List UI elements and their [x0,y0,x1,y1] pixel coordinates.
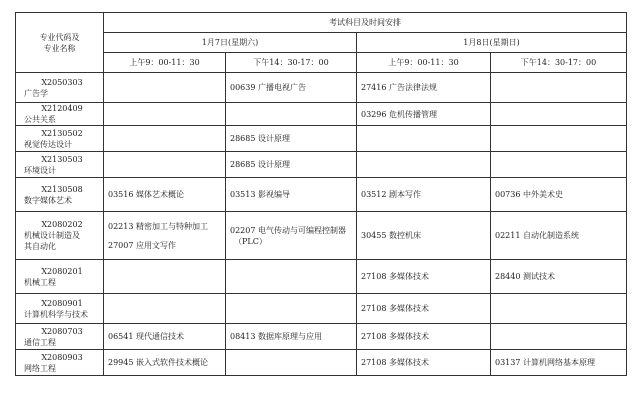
exam-subject: 28685 设计原理 [230,134,290,143]
exam-subject-cell [226,152,357,178]
exam-subject-cell [491,126,627,152]
exam-subject-cell [491,350,627,376]
major-cell [16,212,104,260]
exam-subject: 27416 广告法律法规 [361,83,437,92]
major-code: X2130508 [41,184,83,194]
table-row [16,126,627,152]
major-header-line: 专业名称 [43,43,76,53]
major-code: X2080202 [41,220,83,229]
exam-subject: 08413 数据库原理与应用 [230,332,322,341]
exam-subject-cell [491,73,627,103]
exam-subject-cell [104,126,226,152]
exam-subject-cell [226,294,357,324]
exam-subject-cell [357,152,491,178]
major-code: X2130502 [41,128,83,138]
exam-subject: 27108 多媒体技术 [361,272,429,281]
major-name: 其自动化 [24,242,56,251]
slot-header: 下午14：30-17：00 [226,53,357,73]
exam-subject-cell [491,178,627,212]
schedule-title: 考试科目及时间安排 [104,13,627,33]
exam-subject-cell [357,350,491,376]
exam-subject: 00736 中外美术史 [495,190,563,199]
major-name: 通信工程 [24,337,56,347]
major-code: X2080703 [41,326,83,336]
exam-subject-cell [357,212,491,260]
exam-subject-cell [226,350,357,376]
exam-subject: 03516 媒体艺术概论 [108,190,184,199]
slot-header: 下午14：30-17：00 [491,53,627,73]
table-row [16,324,627,350]
exam-subject: 03137 计算机网络基本原理 [495,358,595,367]
exam-subject-cell [491,152,627,178]
exam-subject-cell [226,126,357,152]
major-code: X2080903 [41,352,83,362]
exam-subject-cell [357,324,491,350]
exam-subject: 03512 剧本写作 [361,190,421,199]
exam-subject-cell [491,212,627,260]
table-row [16,152,627,178]
exam-subject-cell [104,260,226,294]
exam-subject-cell [104,294,226,324]
exam-subject-cell [357,103,491,126]
major-cell [16,350,104,376]
major-cell [16,260,104,294]
exam-subject-cell [104,350,226,376]
major-name: 计算机科学与技术 [24,309,88,319]
exam-subject-cell [104,73,226,103]
major-cell [16,103,104,126]
exam-schedule-table [15,12,627,376]
exam-subject: 02211 自动化制造系统 [495,231,579,240]
exam-subject: 02207 电气传动与可编程控制器 [230,225,346,235]
major-name: 机械工程 [24,277,56,287]
major-cell [16,152,104,178]
major-name: 机械设计制造及 [24,231,80,240]
major-cell [16,73,104,103]
major-code: X2050303 [41,77,83,87]
exam-subject-cell [104,103,226,126]
major-code: X2130503 [41,154,83,164]
exam-subject-cell [226,178,357,212]
exam-subject-cell [491,103,627,126]
exam-subject: 27007 应用文写作 [108,240,176,250]
slot-header: 上午9：00-11：30 [357,53,491,73]
table-row [16,212,627,260]
exam-subject-cell [104,212,226,260]
major-cell [16,126,104,152]
major-cell [16,294,104,324]
major-header [16,13,104,73]
exam-subject-cell [491,294,627,324]
exam-subject-cell [491,260,627,294]
exam-subject-cell [357,294,491,324]
exam-subject-cell [226,324,357,350]
exam-subject-cell [357,260,491,294]
major-code: X2080201 [41,266,83,276]
major-cell [16,324,104,350]
table-row [16,178,627,212]
major-name: 公共关系 [24,115,56,124]
major-code: X2080901 [41,298,83,308]
exam-subject: 29945 嵌入式软件技术概论 [108,358,208,367]
major-name: 网络工程 [24,363,56,373]
exam-subject: 00639 广播电视广告 [230,83,306,92]
day-header-jan7: 1月7日(星期六) [104,33,357,53]
exam-subject-cell [104,324,226,350]
exam-subject: 03513 影视编导 [230,190,290,199]
exam-subject-cell [357,178,491,212]
exam-subject: 28440 测试技术 [495,272,555,281]
exam-subject-cell [357,73,491,103]
exam-subject: 27108 多媒体技术 [361,332,429,341]
exam-subject-cell [104,178,226,212]
major-name: 广告学 [24,88,48,98]
table-row [16,73,627,103]
major-code: X2120409 [41,104,83,113]
slot-header: 上午9：00-11：30 [104,53,226,73]
table-row [16,260,627,294]
major-name: 数字媒体艺术 [24,195,72,205]
major-header-line: 专业代码及 [39,32,80,42]
day-header-jan8: 1月8日(星期日) [357,33,627,53]
table-row [16,294,627,324]
exam-subject: （PLC） [234,236,267,246]
exam-subject-cell [226,73,357,103]
major-cell [16,178,104,212]
exam-subject-cell [357,126,491,152]
major-name: 环境设计 [24,165,56,175]
exam-subject: 27108 多媒体技术 [361,304,429,313]
table-row [16,103,627,126]
exam-subject-cell [491,324,627,350]
exam-subject-cell [226,260,357,294]
exam-subject: 27108 多媒体技术 [361,358,429,367]
exam-subject: 02213 精密加工与特种加工 [108,221,208,231]
exam-subject-cell [104,152,226,178]
exam-subject: 28685 设计原理 [230,160,290,169]
exam-subject-cell [226,212,357,260]
exam-subject: 03296 危机传播管理 [361,109,437,119]
exam-subject: 30455 数控机床 [361,231,421,240]
major-name: 视觉传达设计 [24,139,72,149]
exam-subject: 06541 现代通信技术 [108,332,184,341]
exam-subject-cell [226,103,357,126]
table-row [16,350,627,376]
